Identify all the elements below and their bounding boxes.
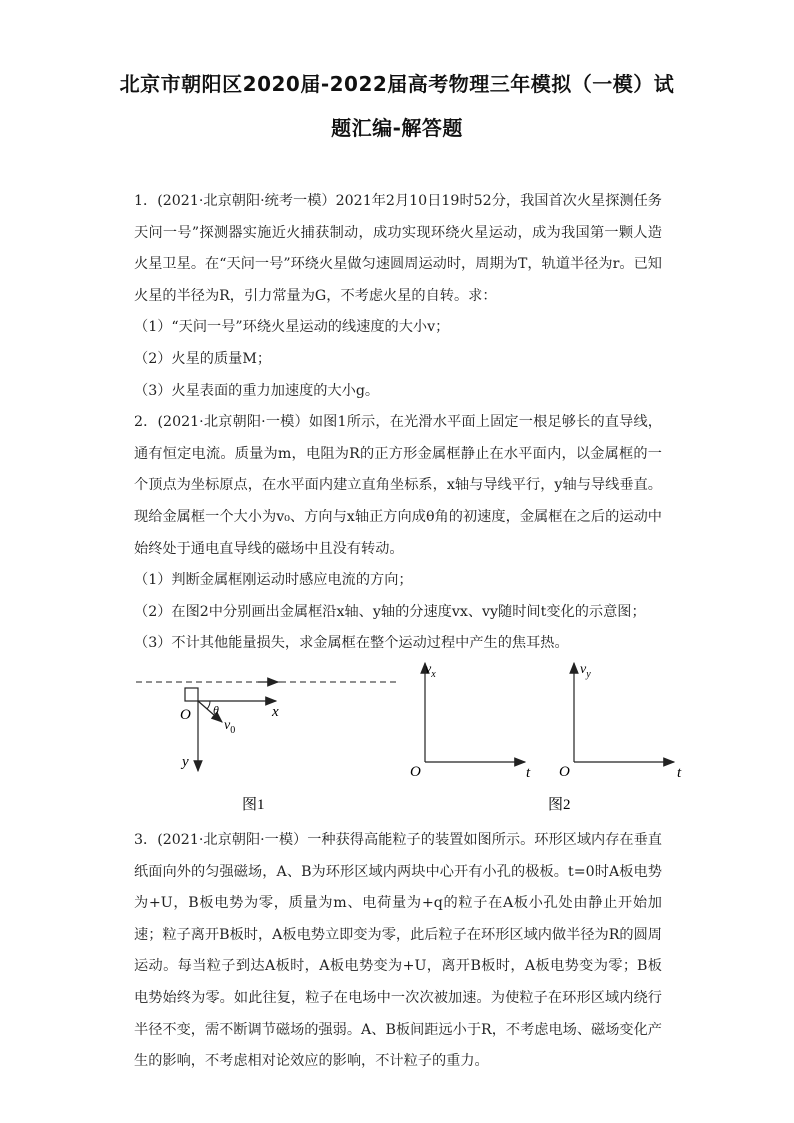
figure-2-vx [410,662,531,781]
question-1-text: 1．(2021·北京朝阳·统考一模）2021年2月10日19时52分，我国首次火星探测任务天问一号”探测器实施近火捕获制动，成功实现环绕火星运动，成为我国第一颗人造火星卫星。在“天问一号”环绕火星做匀速圆周运动时，周期为T，轨道半径为r。已知火星的半径为R，引力常量为G，不考虑火星的自转。求： [134,193,662,304]
fig1-theta-label: θ [213,703,219,717]
fig2-right-t-label: t [677,765,682,781]
question-3-block [134,825,662,1078]
fig1-y-label: y [182,754,189,770]
document-title-line2: 题汇编-解答题 [331,116,463,140]
vx-subscript: x [431,669,436,680]
fig2-right-origin: O [559,764,570,780]
question-3-text: 3．(2021·北京朝阳·一模）一种获得高能粒子的装置如图所示。环形区域内存在垂直纸面向外的匀强磁场，A、B为环形区域内两块中心开有小孔的极板。t=0时A板电势为+U，B板电势为零，质量为m、电荷量为+q的粒子在A板小孔处由静止开始加速；粒子离开B板时，A板电势立即变为零，此后粒子在环形区域内做半径为R的圆周运动。每当粒子到达A板时，A板电势变为+U，离开B板时，A板电势变为零；B板电势始终为零。如此往复，粒子在电场中一次次被加速。为使粒子在环形区域内绕行半径不变，需不断调节磁场的强弱。A、B板间距远小于R，不考虑电场、磁场变化产生的影响，不考虑相对论效应的影响，不计粒子的重力。 [134,832,662,1070]
question-1-sub-2: （2）火星的质量M； [134,350,272,367]
figure-1 [136,682,398,813]
fig1-caption: 图1 [242,797,265,813]
question-2-sub-2: （2）在图2中分别画出金属框沿x轴、y轴的分速度vx、vy随时间t变化的示意图； [134,603,646,620]
question-2-sub-1: （1）判断金属框刚运动时感应电流的方向； [134,572,413,589]
fig1-v0-label [224,718,235,736]
figure-2-vy [548,662,682,813]
fig1-v0-base: v [224,718,231,733]
fig1-v0-subscript: 0 [230,725,236,736]
fig2-caption: 图2 [548,797,571,813]
question-1-sub-1: （1）“天问一号”环绕火星运动的线速度的大小v； [134,319,450,336]
question-1-sub-3: （3）火星表面的重力加速度的大小g。 [134,382,380,399]
vy-subscript: y [586,669,591,680]
fig1-x-label: x [272,704,279,720]
physics-figures [128,653,698,823]
fig2-left-origin: O [410,764,421,780]
question-list [134,186,662,660]
question-2-text: 2．(2021·北京朝阳·一模）如图1所示，在光滑水平面上固定一根足够长的直导线，通有恒定电流。质量为m，电阻为R的正方形金属框静止在水平面内，以金属框的一个顶点为坐标原点，在水平面内建立直角坐标系，x轴与导线平行，y轴与导线垂直。现给金属框一个大小为v₀、方向与x轴正方向成θ角的初速度，金属框在之后的运动中始终处于通电直导线的磁场中且没有转动。 [134,414,662,557]
fig1-origin-label: O [180,707,191,723]
question-2-sub-3: （3）不计其他能量损失，求金属框在整个运动过程中产生的焦耳热。 [134,635,569,652]
vx-base: v [425,662,432,677]
angle-arc [207,701,210,709]
fig2-left-t-label: t [526,765,531,781]
figures-row [128,653,698,823]
vx-axis-label [425,662,436,680]
vy-axis-label [580,662,591,680]
vy-base: v [580,662,587,677]
metal-frame-square [185,688,198,701]
document-title-line1: 北京市朝阳区2020届-2022届高考物理三年模拟（一模）试 [119,72,675,96]
